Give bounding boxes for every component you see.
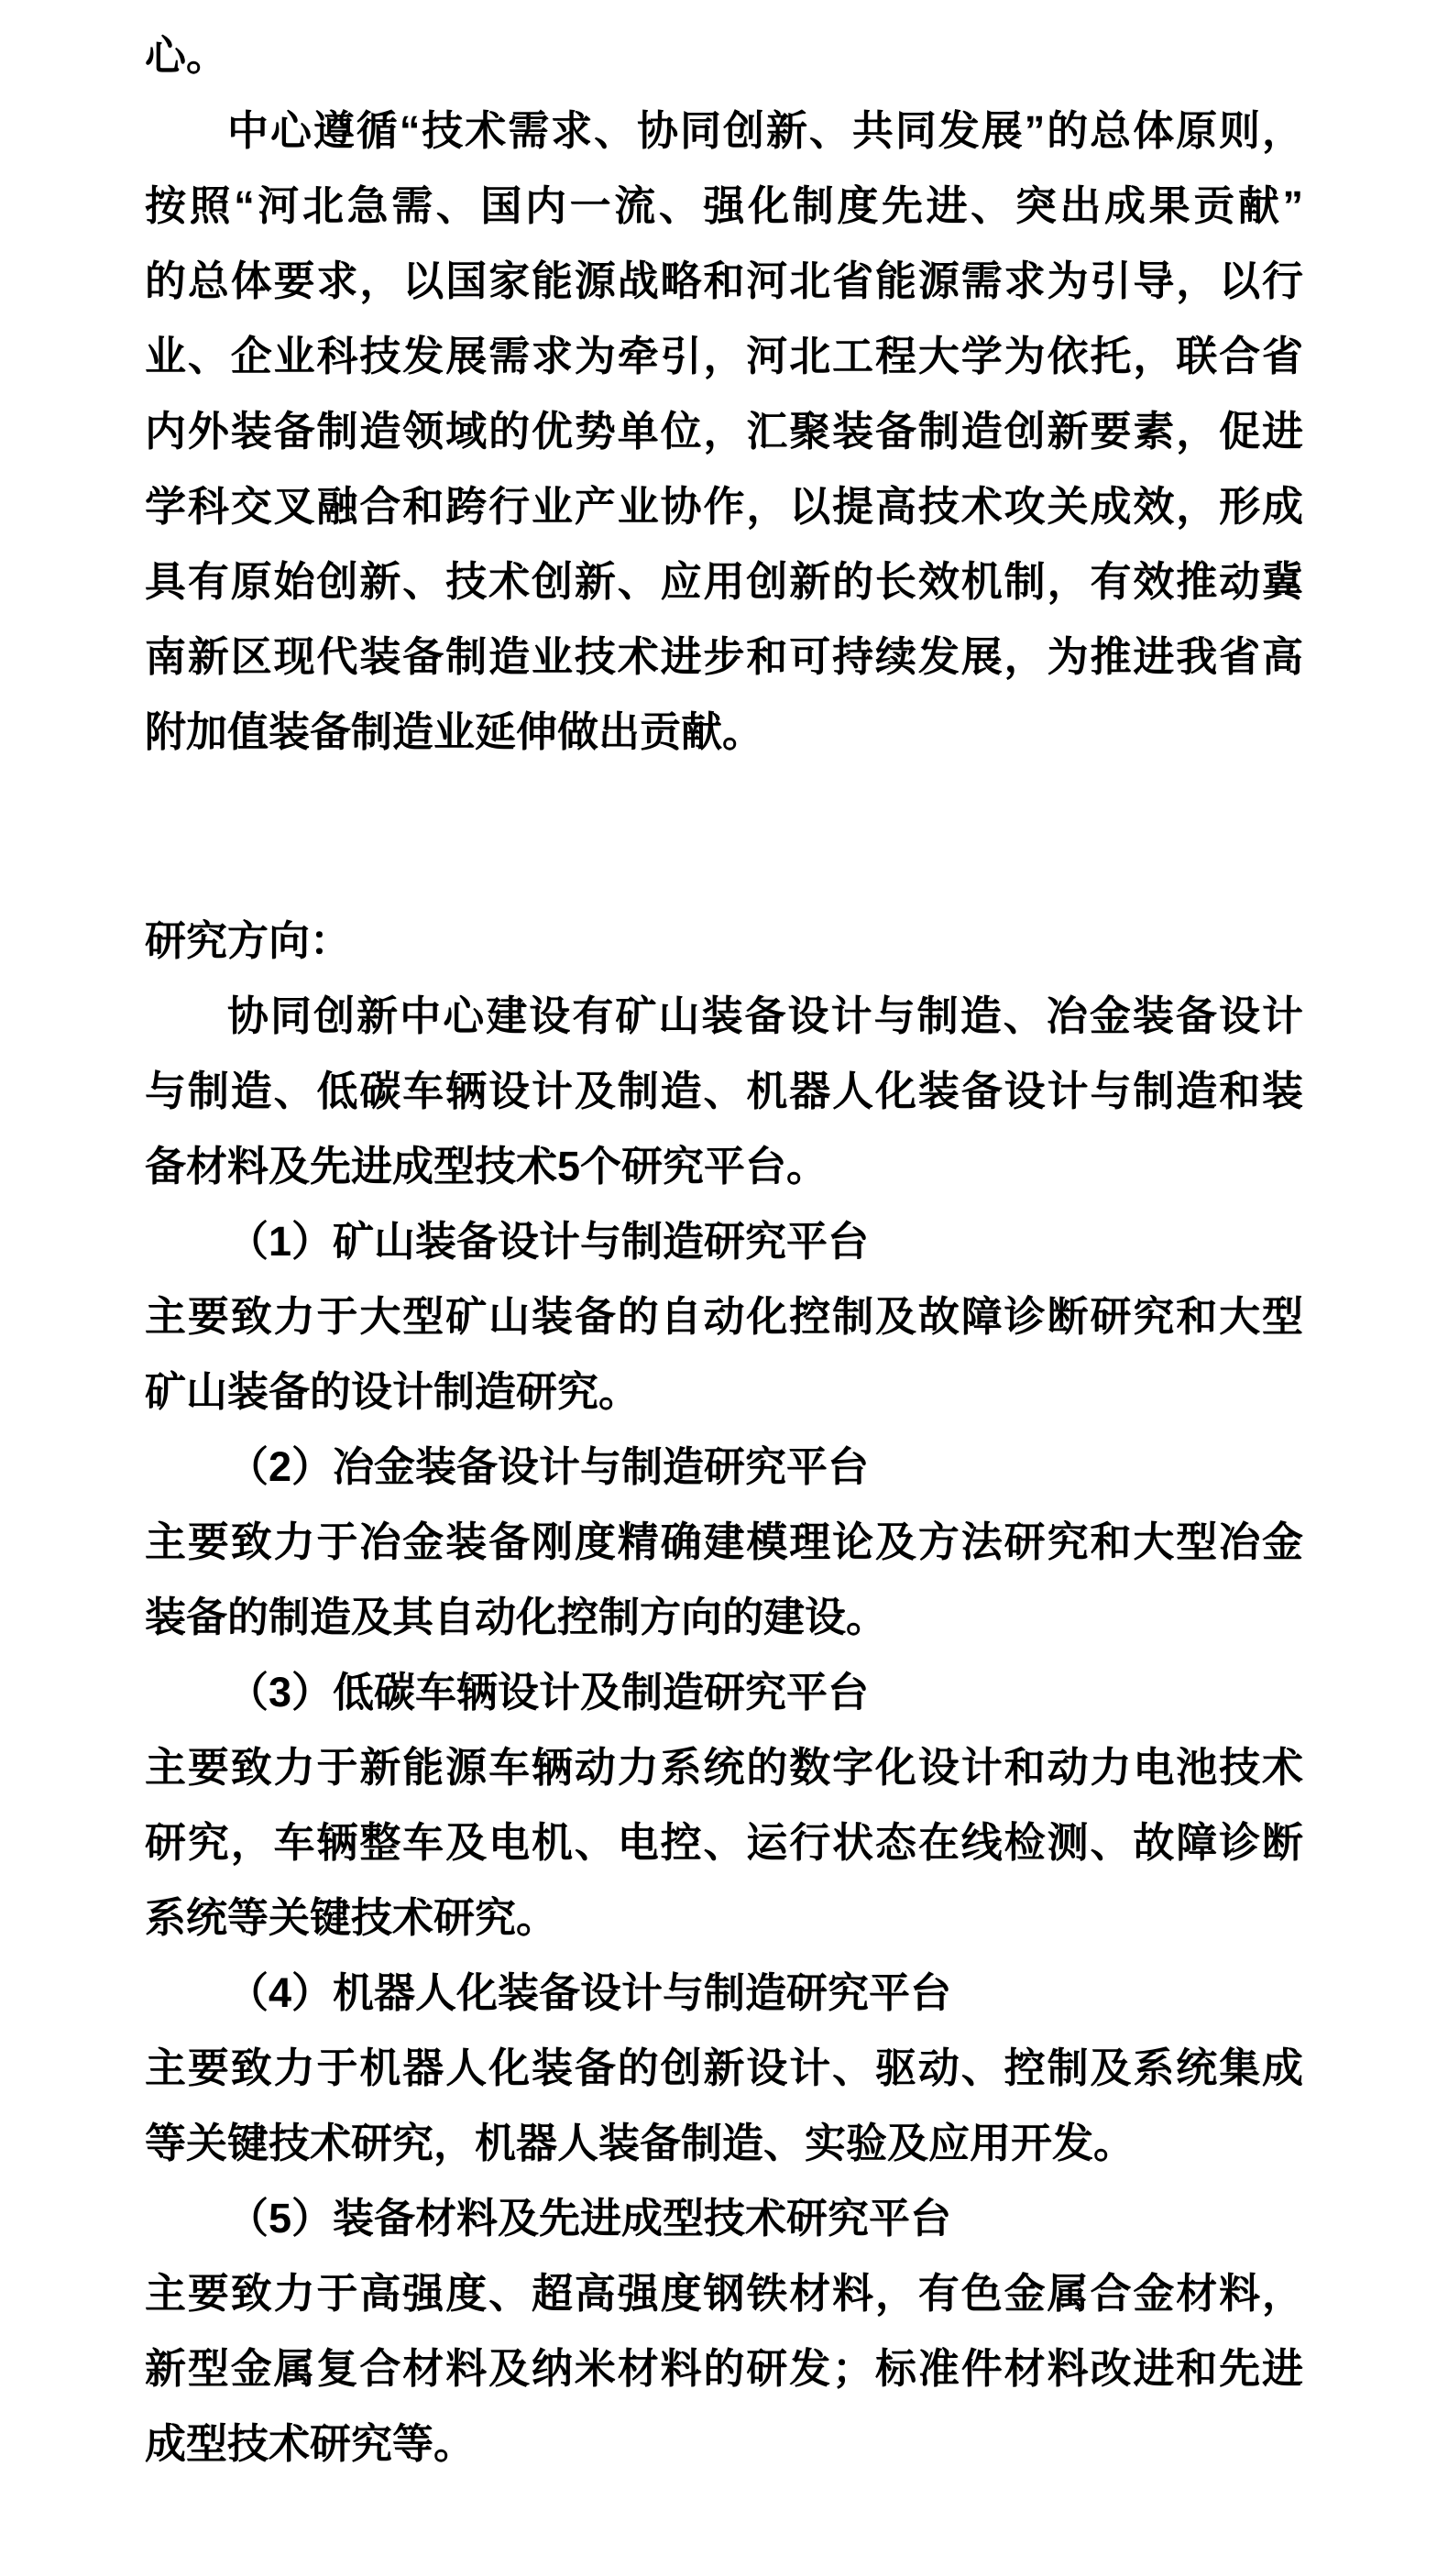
text-line: 研究，车辆整车及电机、电控、运行状态在线检测、故障诊断 bbox=[145, 1819, 1303, 1866]
text-line: 的总体要求，以国家能源战略和河北省能源需求为引导，以行 bbox=[145, 258, 1303, 304]
paragraph-gap bbox=[145, 770, 1303, 904]
text-line: 系统等关键技术研究。 bbox=[145, 1894, 558, 1941]
text-line: 等关键技术研究，机器人装备制造、实验及应用开发。 bbox=[145, 2120, 1135, 2166]
text-line: 具有原始创新、技术创新、应用创新的长效机制，有效推动冀 bbox=[145, 558, 1303, 605]
text-line: 业、企业科技发展需求为牵引，河北工程大学为依托，联合省 bbox=[145, 333, 1303, 379]
text-line: 备材料及先进成型技术5个研究平台。 bbox=[145, 1143, 828, 1189]
text-line: 附加值装备制造业延伸做出贡献。 bbox=[145, 708, 764, 755]
text-line: 矿山装备的设计制造研究。 bbox=[145, 1368, 641, 1415]
section-heading: （1）矿山装备设计与制造研究平台 bbox=[227, 1218, 870, 1265]
section-heading: （3）低碳车辆设计及制造研究平台 bbox=[227, 1669, 870, 1716]
text-line: 心。 bbox=[145, 32, 228, 79]
text-line: 中心遵循“技术需求、协同创新、共同发展”的总体原则， bbox=[227, 107, 1303, 154]
text-line: 内外装备制造领域的优势单位，汇聚装备制造创新要素，促进 bbox=[145, 408, 1303, 455]
section-heading: 研究方向： bbox=[145, 917, 352, 964]
text-line: 协同创新中心建设有矿山装备设计与制造、冶金装备设计 bbox=[227, 992, 1303, 1039]
text-line: 装备的制造及其自动化控制方向的建设。 bbox=[145, 1594, 888, 1640]
section-heading: （2）冶金装备设计与制造研究平台 bbox=[227, 1443, 870, 1490]
text-line: 新型金属复合材料及纳米材料的研发；标准件材料改进和先进 bbox=[145, 2345, 1303, 2392]
section-heading: （4）机器人化装备设计与制造研究平台 bbox=[227, 1969, 952, 2016]
text-line: 主要致力于冶金装备刚度精确建模理论及方法研究和大型冶金 bbox=[145, 1518, 1303, 1565]
text-line: 与制造、低碳车辆设计及制造、机器人化装备设计与制造和装 bbox=[145, 1068, 1303, 1114]
document-body bbox=[145, 18, 1303, 2482]
text-line: 主要致力于大型矿山装备的自动化控制及故障诊断研究和大型 bbox=[145, 1293, 1303, 1340]
text-line: 主要致力于新能源车辆动力系统的数字化设计和动力电池技术 bbox=[145, 1744, 1303, 1791]
section-heading: （5）装备材料及先进成型技术研究平台 bbox=[227, 2195, 952, 2242]
text-line: 主要致力于机器人化装备的创新设计、驱动、控制及系统集成 bbox=[145, 2044, 1303, 2091]
text-line: 主要致力于高强度、超高强度钢铁材料，有色金属合金材料， bbox=[145, 2270, 1303, 2317]
text-line: 成型技术研究等。 bbox=[145, 2420, 476, 2467]
text-line: 按照“河北急需、国内一流、强化制度先进、突出成果贡献” bbox=[145, 182, 1303, 229]
text-line: 学科交叉融合和跨行业产业协作，以提高技术攻关成效，形成 bbox=[145, 483, 1303, 530]
text-line: 南新区现代装备制造业技术进步和可持续发展，为推进我省高 bbox=[145, 633, 1303, 680]
